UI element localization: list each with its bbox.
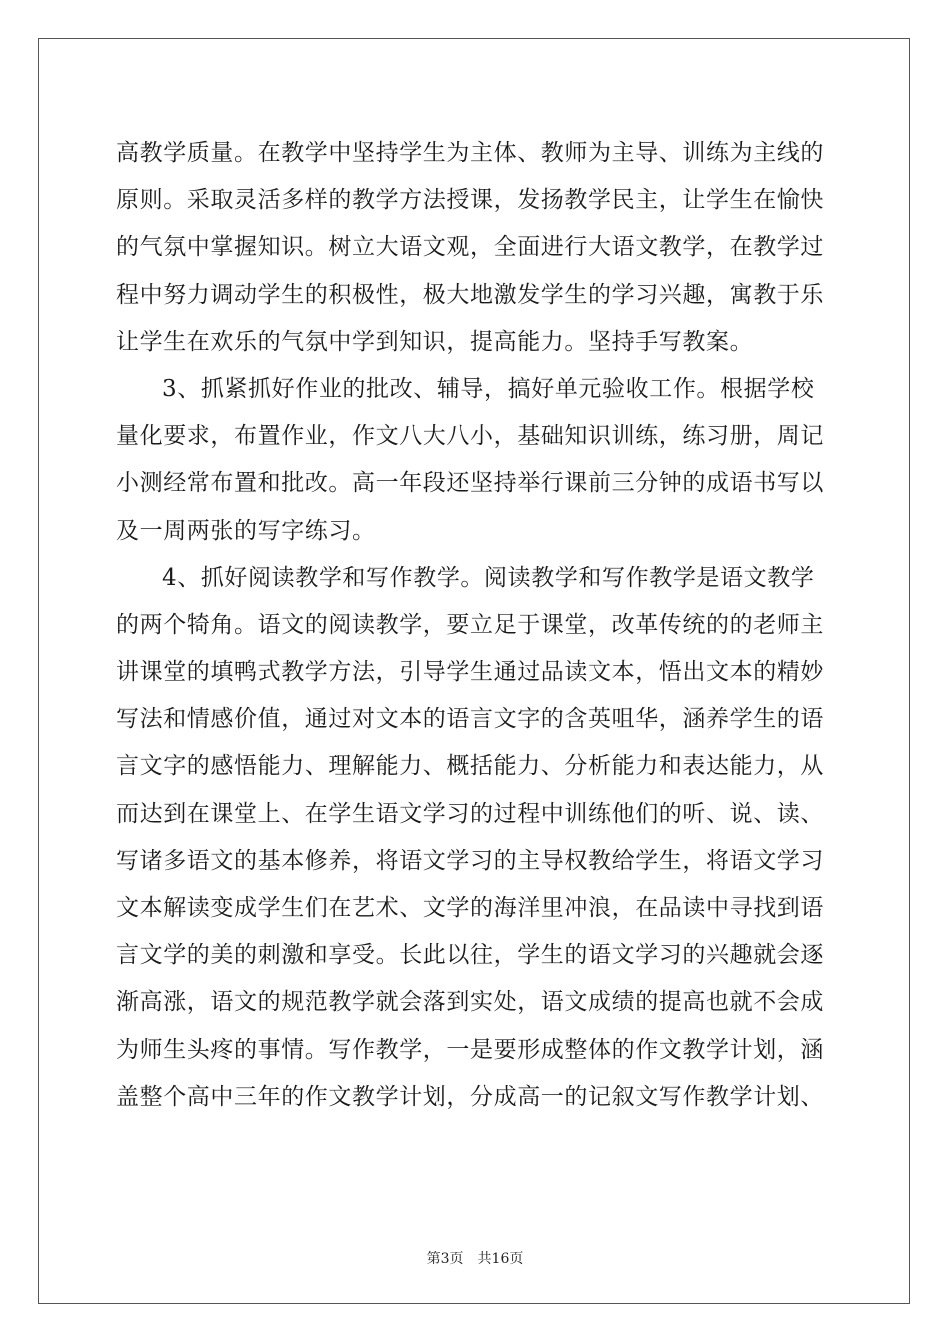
- text-line: 言文学的美的刺激和享受。长此以往，学生的语文学习的兴趣就会逐: [116, 942, 824, 969]
- text-line: 写法和情感价值，通过对文本的语言文字的含英咀华，涵养学生的语: [116, 706, 824, 733]
- text-line: 文本解读变成学生们在艺术、文学的海洋里冲浪，在品读中寻找到语: [116, 895, 824, 921]
- text-line: 高教学质量。在教学中坚持学生为主体、教师为主导、训练为主线的: [116, 140, 824, 166]
- text-line: 为师生头疼的事情。写作教学，一是要形成整体的作文教学计划，涵: [116, 1036, 824, 1063]
- page-number: 第3页: [426, 1251, 464, 1267]
- page-footer: [0, 1248, 950, 1268]
- text-line: 渐高涨，语文的规范教学就会落到实处，语文成绩的提高也就不会成: [116, 989, 824, 1016]
- text-line: 让学生在欢乐的气氛中学到知识，提高能力。坚持手写教案。: [116, 328, 754, 355]
- text-line: 4、抓好阅读教学和写作教学。阅读教学和写作教学是语文教学: [162, 564, 815, 591]
- text-line: 小测经常布置和批改。高一年段还坚持举行课前三分钟的成语书写以: [116, 470, 824, 497]
- text-line: 言文字的感悟能力、理解能力、概括能力、分析能力和表达能力，从: [116, 753, 824, 780]
- text-line: 的气氛中掌握知识。树立大语文观，全面进行大语文教学，在教学过: [116, 234, 824, 261]
- text-line: 3、抓紧抓好作业的批改、辅导，搞好单元验收工作。根据学校: [162, 375, 815, 402]
- text-line: 写诸多语文的基本修养，将语文学习的主导权教给学生，将语文学习: [116, 847, 824, 874]
- text-line: 原则。采取灵活多样的教学方法授课，发扬教学民主，让学生在愉快: [116, 187, 824, 214]
- total-pages: 共16页: [477, 1251, 524, 1267]
- text-line: 讲课堂的填鸭式教学方法，引导学生通过品读文本，悟出文本的精妙: [116, 659, 824, 686]
- document-body: [116, 130, 836, 1121]
- text-line: 而达到在课堂上、在学生语文学习的过程中训练他们的听、说、读、: [116, 800, 824, 827]
- text-line: 及一周两张的写字练习。: [116, 517, 376, 544]
- text-line: 程中努力调动学生的积极性，极大地激发学生的学习兴趣，寓教于乐: [116, 281, 824, 308]
- text-line: 的两个犄角。语文的阅读教学，要立足于课堂，改革传统的的老师主: [116, 611, 824, 638]
- text-line: 量化要求，布置作业，作文八大八小，基础知识训练，练习册，周记: [116, 423, 824, 450]
- text-line: 盖整个高中三年的作文教学计划，分成高一的记叙文写作教学计划、: [116, 1083, 824, 1110]
